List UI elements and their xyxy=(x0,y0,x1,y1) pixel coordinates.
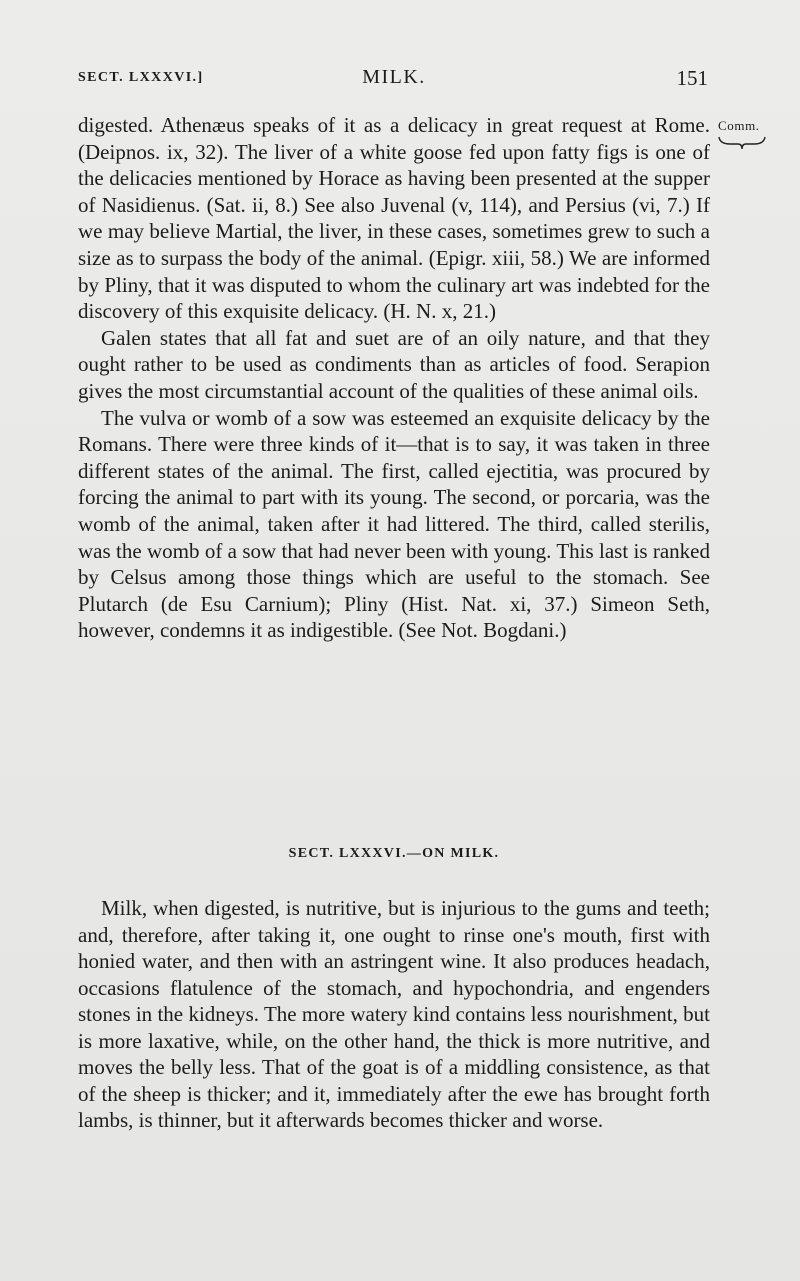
margin-brace-icon xyxy=(718,136,766,150)
paragraph: digested. Athenæus speaks of it as a delicacy in great request at Rome. (Deipnos. ix, 32). The liver of a white goose fed upon fatty figs is one of the delicacies mentioned by Horace as having been presented at the supper of Nasidienus. (Sat. ii, 8.) See also Juvenal (v, 114), and Persius (vi, 7.) If we may believe Martial, the liver, in these cases, sometimes grew to such a size as to surpass the body of the animal. (Epigr. xiii, 58.) We are informed by Pliny, that it was disputed to whom the culinary art was indebted for the discovery of this exquisite delicacy. (H. N. x, 21.) xyxy=(78,113,710,324)
page-number: 151 xyxy=(676,66,708,90)
paragraph: The vulva or womb of a sow was esteemed an exquisite delicacy by the Romans. There were three kinds of it—that is to say, it was taken in three different states of the animal. The first, called ejectitia, was procured by forcing the animal to part with its young. The second, or porcaria, was the womb of the animal, taken after it had littered. The third, called sterilis, was the womb of a sow that had never been with young. This last is ranked by Celsus among those things which are useful to the stomach. See Plutarch (de Esu Carnium); Pliny (Hist. Nat. xi, 37.) Simeon Seth, however, condemns it as indigestible. (See Not. Bogdani.) xyxy=(78,405,710,643)
header-section: SECT. LXXXVI.] xyxy=(78,70,204,85)
running-header xyxy=(78,66,710,94)
margin-note: Comm. xyxy=(718,118,760,133)
paragraph: Milk, when digested, is nutritive, but is injurious to the gums and teeth; and, therefore, after taking it, one ought to rinse one's mouth, first with honied water, and then with an astringent wine. It also produces headach, occasions flatulence of the stomach, and hypochondria, and engenders stones in the kidneys. The more watery kind contains less nourishment, but is more laxative, while, on the other hand, the thick is more nutritive, and moves the belly less. That of the goat is of a middling consistence, as that of the sheep is thicker; and it, immediately after the ewe has brought forth lambs, is thinner, but it afterwards becomes thicker and worse. xyxy=(78,896,710,1132)
commentary-text xyxy=(78,112,710,644)
section-text xyxy=(78,895,710,1134)
paragraph: Galen states that all fat and suet are of an oily nature, and that they ought rather to be used as condiments than as articles of food. Serapion gives the most circumstantial account of the qualities of these animal oils. xyxy=(78,325,710,403)
header-title: MILK. xyxy=(362,66,426,88)
section-heading: SECT. LXXXVI.—ON MILK. xyxy=(288,846,500,861)
